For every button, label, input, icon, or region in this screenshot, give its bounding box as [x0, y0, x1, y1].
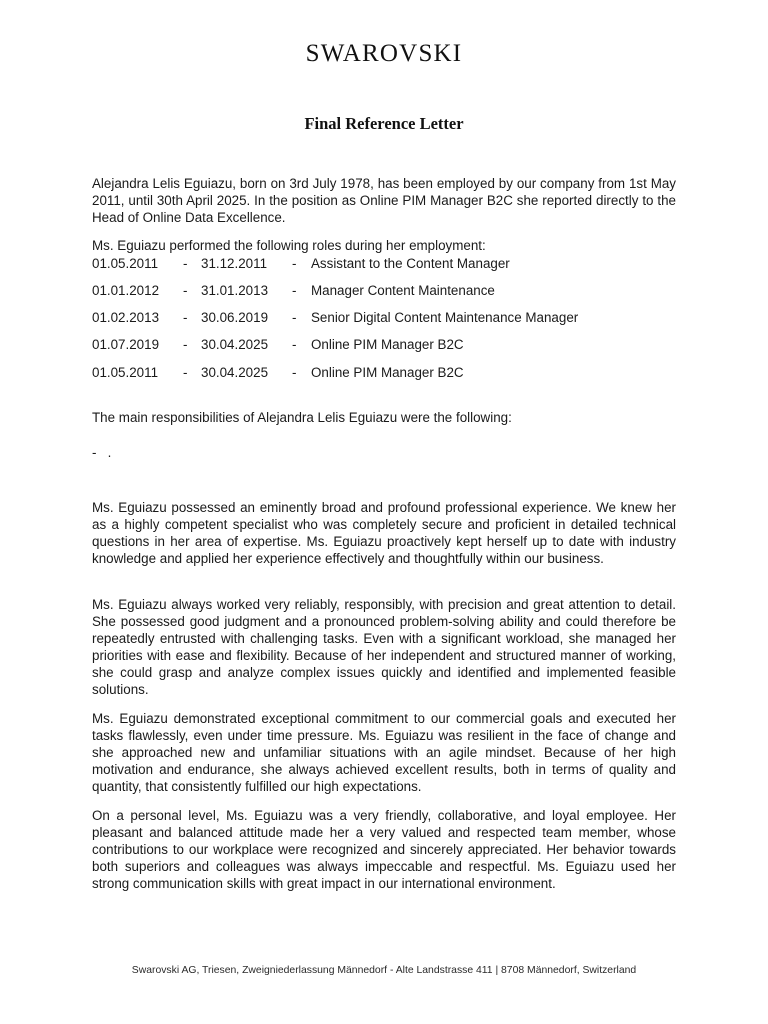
- role-separator: -: [292, 337, 297, 352]
- date-separator: -: [183, 283, 188, 298]
- role-end-date: 30.06.2019: [201, 310, 269, 325]
- role-start-date: 01.02.2013: [92, 310, 160, 325]
- role-title: Online PIM Manager B2C: [311, 365, 464, 380]
- role-start-date: 01.05.2011: [92, 256, 159, 271]
- intro-paragraph: Alejandra Lelis Eguiazu, born on 3rd July 1978, has been employed by our company from 1st May 2011, until 30th April 2025. In the position as Online PIM Manager B2C she reported directly to the Head of Online Data Excellence.: [92, 176, 676, 225]
- role-title: Manager Content Maintenance: [311, 283, 495, 298]
- role-start-date: 01.07.2019: [92, 337, 160, 352]
- paragraph-experience: Ms. Eguiazu possessed an eminently broad and profound professional experience. We knew her as a highly competent specialist who was completely secure and proficient in detailed technical questions in her area of expertise. Ms. Eguiazu proactively kept herself up to date with industry knowledge and applied her experience effectively and thoughtfully within our business.: [92, 500, 676, 566]
- company-logo: SWAROVSKI: [305, 40, 463, 67]
- responsibilities-bullet: - .: [92, 445, 112, 460]
- role-title: Online PIM Manager B2C: [311, 337, 464, 352]
- role-title: Assistant to the Content Manager: [311, 256, 510, 271]
- role-separator: -: [292, 310, 297, 325]
- role-start-date: 01.01.2012: [92, 283, 160, 298]
- role-end-date: 30.04.2025: [201, 337, 269, 352]
- role-start-date: 01.05.2011: [92, 365, 159, 380]
- role-end-date: 31.12.2011: [201, 256, 268, 271]
- paragraph-personal: On a personal level, Ms. Eguiazu was a very friendly, collaborative, and loyal employee. Her pleasant and balanced attitude made her a very valued and respected team member, whose contributions to our workplace were recognized and sincerely appreciated. Her behavior towards both superiors and colleagues was always impeccable and respectful. Ms. Eguiazu used her strong communication skills with great impact in our international environment.: [92, 808, 676, 891]
- date-separator: -: [183, 310, 188, 325]
- footer-address: Swarovski AG, Triesen, Zweigniederlassung Männedorf - Alte Landstrasse 411 | 8708 Männedorf, Switzerland: [131, 965, 637, 976]
- role-separator: -: [292, 256, 297, 271]
- letter-title: Final Reference Letter: [304, 114, 464, 133]
- date-separator: -: [183, 365, 188, 380]
- responsibilities-heading: The main responsibilities of Alejandra Lelis Eguiazu were the following:: [92, 410, 512, 425]
- role-end-date: 31.01.2013: [201, 283, 269, 298]
- paragraph-work-quality: Ms. Eguiazu always worked very reliably, responsibly, with precision and great attention to detail. She possessed good judgment and a pronounced problem-solving ability and could therefore be repeatedly entrusted with challenging tasks. Even with a significant workload, she managed her priorities with ease and flexibility. Because of her independent and structured manner of working, she could grasp and analyze complex issues quickly and identified and implemented feasible solutions.: [92, 597, 676, 697]
- date-separator: -: [183, 256, 188, 271]
- role-end-date: 30.04.2025: [201, 365, 269, 380]
- date-separator: -: [183, 337, 188, 352]
- paragraph-commitment: Ms. Eguiazu demonstrated exceptional commitment to our commercial goals and executed her tasks flawlessly, even under time pressure. Ms. Eguiazu was resilient in the face of change and she approached new and unfamiliar situations with an agile mindset. Because of her high motivation and endurance, she always achieved excellent results, both in terms of quality and quantity, that consistently fulfilled our high expectations.: [92, 711, 676, 794]
- role-title: Senior Digital Content Maintenance Manager: [311, 310, 579, 325]
- role-separator: -: [292, 283, 297, 298]
- role-separator: -: [292, 365, 297, 380]
- roles-heading: Ms. Eguiazu performed the following roles during her employment:: [92, 238, 486, 253]
